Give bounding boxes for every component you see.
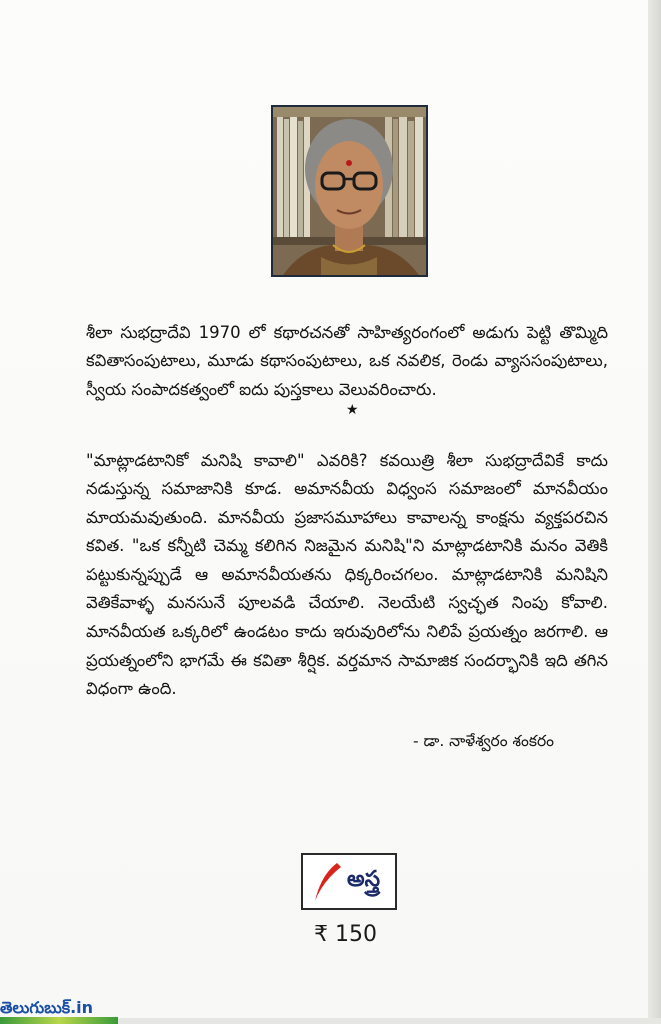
- astra-swoosh-icon: [307, 857, 347, 907]
- page-edge: [648, 0, 661, 1024]
- publisher-logo: [301, 853, 397, 910]
- site-watermark: తెలుగుబుక్.in: [0, 998, 94, 1017]
- publisher-logo-text: అస్త్ర: [347, 866, 381, 892]
- author-portrait-icon: [273, 107, 426, 275]
- review-paragraph: "మాట్లాడటానికో మనిషి కావాలి" ఎవరికి? కవయిత్రి శీలా సుభద్రాదేవికే కాదు నడుస్తున్న సమాజానికి కూడ. అమానవీయ విధ్వంస సమాజంలో మానవీయం మాయమవుతుంది. మానవీయ ప్రజాసమూహాలు కావాలన్న కాంక్షను వ్యక్తపరచిన కవిత. "ఒక కన్నీటి చెమ్మ కలిగిన నిజమైన మనిషి"ని మాట్లాడటానికి మనం వెతికి పట్టుకున్నప్పుడే ఆ అమానవీయతను ధిక్కరించగలం. మాట్లాడటానికి మనిషిని వెతికేవాళ్ళ మనసునే పూలవడి చేయాలి. నెలయేటి స్వచ్ఛత నింపు కోవాలి. మానవీయత ఒక్కరిలో ఉండటం కాదు ఇరువురిలోను నిలిపే ప్రయత్నం జరగాలి. ఆ ప్రయత్నంలోని భాగమే ఈ కవితా శీర్షిక. వర్తమాన సామాజిక సందర్భానికి ఇది తగిన విధంగా ఉంది.: [86, 450, 608, 699]
- author-photo: [271, 105, 428, 277]
- star-separator-icon: ★: [346, 402, 359, 418]
- price-label: ₹ 150: [314, 922, 377, 947]
- reviewer-signature: - డా. నాళేశ్వరం శంకరం: [413, 732, 555, 750]
- watermark-strip: [0, 1017, 118, 1024]
- author-intro-paragraph: శీలా సుభద్రాదేవి 1970 లో కథారచనతో సాహిత్యరంగంలో అడుగు పెట్టి తొమ్మిది కవితాసంపుటాలు, మూడు కథాసంపుటాలు, ఒక నవలిక, రెండు వ్యాససంపుటాలు, స్వీయ సంపాదకత్వంలో ఐదు పుస్తకాలు వెలువరించారు.: [86, 322, 608, 399]
